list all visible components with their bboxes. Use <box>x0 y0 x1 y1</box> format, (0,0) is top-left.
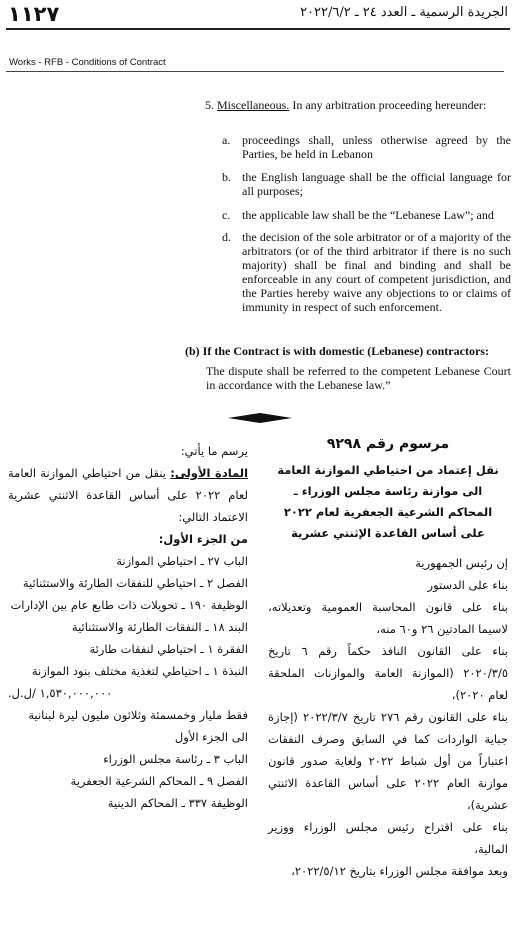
article-1 <box>8 462 248 528</box>
gazette-title: الجريدة الرسمية ـ العدد ٢٤ ـ ٢٠٢٢/٦/٢ <box>300 5 508 20</box>
item-text: the applicable law shall be the “Lebanese Law”; and <box>242 208 494 222</box>
preamble-line: بناء على اقتراح رئيس مجلس الوزراء ووزير المالية، <box>268 820 508 856</box>
budget-line: الباب ٣ ـ رئاسة مجلس الوزراء <box>103 752 248 766</box>
list-item <box>222 230 511 314</box>
header-divider <box>6 28 510 30</box>
decree-articles <box>8 440 248 814</box>
preamble-line: بناء على القانون رقم ٢٧٦ تاريخ ٢٠٢٢/٣/٧ (إجازة جباية الواردات كما في السابق وصرف النفقات اعتباراً من أول شباط ٢٠٢٢ ولغاية صدور قانون موازنة العام ٢٠٢٢ على أساس القاعدة الاثنتي عشرية)، <box>268 710 508 812</box>
clause-b-text: The dispute shall be referred to the competent Lebanese Court in accordance with the Lebanese law.” <box>206 364 511 392</box>
decree-intro: يرسم ما يأتي: <box>180 444 248 458</box>
page-number: ١١٢٧ <box>8 2 60 26</box>
preamble-line: وبعد موافقة مجلس الوزراء بتاريخ ٢٠٢٢/٥/١٢، <box>291 864 508 878</box>
part-heading: من الجزء الأول: <box>158 532 248 546</box>
budget-line: الفقرة ١ ـ احتياطي لنفقات طارئة <box>89 642 248 656</box>
clause-b-heading: (b) If the Contract is with domestic (Lebanese) contractors: <box>185 344 489 358</box>
clause-heading: Miscellaneous. <box>217 98 290 112</box>
subtitle-line: الى موازنة رئاسة مجلس الوزراء ـ <box>293 484 483 498</box>
decree-preamble <box>268 552 508 882</box>
amount-words: فقط مليار وخمسمئة وثلاثون مليون ليرة لبنانية <box>28 708 248 722</box>
preamble-line: بناء على الدستور <box>427 578 508 592</box>
section-header: Works - RFB - Conditions of Contract <box>9 57 166 68</box>
list-item <box>222 208 511 222</box>
separator-ornament-icon <box>228 413 292 423</box>
decree-title: مرسوم رقم ٩٢٩٨ <box>326 436 450 452</box>
budget-line: النبذة ١ ـ احتياطي لتغذية مختلف بنود الموازنة <box>31 664 248 678</box>
subtitle-line: المحاكم الشرعية الجعفرية لعام ٢٠٢٢ <box>283 505 493 519</box>
decree-subtitle <box>268 460 508 544</box>
to-part: الى الجزء الأول <box>174 730 248 744</box>
item-label: d. <box>222 230 231 244</box>
section-divider <box>6 71 504 72</box>
budget-line: الفصل ٩ ـ المحاكم الشرعية الجعفرية <box>70 774 248 788</box>
budget-line: الوظيفة ٣٣٧ ـ المحاكم الدينية <box>107 796 248 810</box>
item-label: c. <box>222 208 231 222</box>
item-text: the decision of the sole arbitrator or of a majority of the arbitrators (or of the third arbitrator if there is no such majority) shall be final and binding and shall be enforceable in any court of competent jurisdiction, and the Parties hereby waive any objections to or claims of immunity in respect of such enforcement. <box>242 230 511 314</box>
article-label: المادة الأولى: <box>170 466 249 480</box>
list-item <box>222 170 511 198</box>
subtitle-line: على أساس القاعدة الإثنتي عشرية <box>291 526 485 540</box>
amount: ١,٥٣٠,٠٠٠,٠٠٠ /ل.ل. <box>8 686 113 700</box>
article-text: ينقل من احتياطي الموازنة العامة لعام ٢٠٢٢ على أساس القاعدة الاثنتي عشرية الاعتماد التالي: <box>8 466 248 524</box>
budget-line: البند ١٨ ـ النفقات الطارئة والاستثنائية <box>71 620 248 634</box>
item-label: a. <box>222 133 231 147</box>
preamble-line: بناء على قانون المحاسبة العمومية وتعديلاته، لاسيما المادتين ٢٦ و٦٠ منه، <box>268 600 508 636</box>
subtitle-line: نقل إعتماد من احتياطي الموازنة العامة <box>277 463 499 477</box>
preamble-line: بناء على القانون النافذ حكماً رقم ٦ تاريخ ٢٠٢٠/٣/٥ (الموازنة العامة والموازنات الملحقة لعام ٢٠٢٠)، <box>268 644 508 702</box>
budget-line: الوظيفة ١٩٠ ـ تحويلات ذات طابع عام بين الإدارات <box>10 598 248 612</box>
preamble-line: إن رئيس الجمهورية <box>415 556 508 570</box>
budget-line: الفصل ٢ ـ احتياطي للنفقات الطارئة والاستثنائية <box>22 576 248 590</box>
budget-line: الباب ٢٧ ـ احتياطي الموازنة <box>116 554 248 568</box>
item-label: b. <box>222 170 231 184</box>
clause-number: 5. <box>205 98 214 112</box>
item-text: proceedings shall, unless otherwise agreed by the Parties, be held in Lebanon <box>242 133 511 161</box>
item-text: the English language shall be the official language for all purposes; <box>242 170 511 198</box>
clause-text: In any arbitration proceeding hereunder: <box>292 98 487 112</box>
list-item <box>222 133 511 161</box>
misc-clause <box>205 98 511 112</box>
